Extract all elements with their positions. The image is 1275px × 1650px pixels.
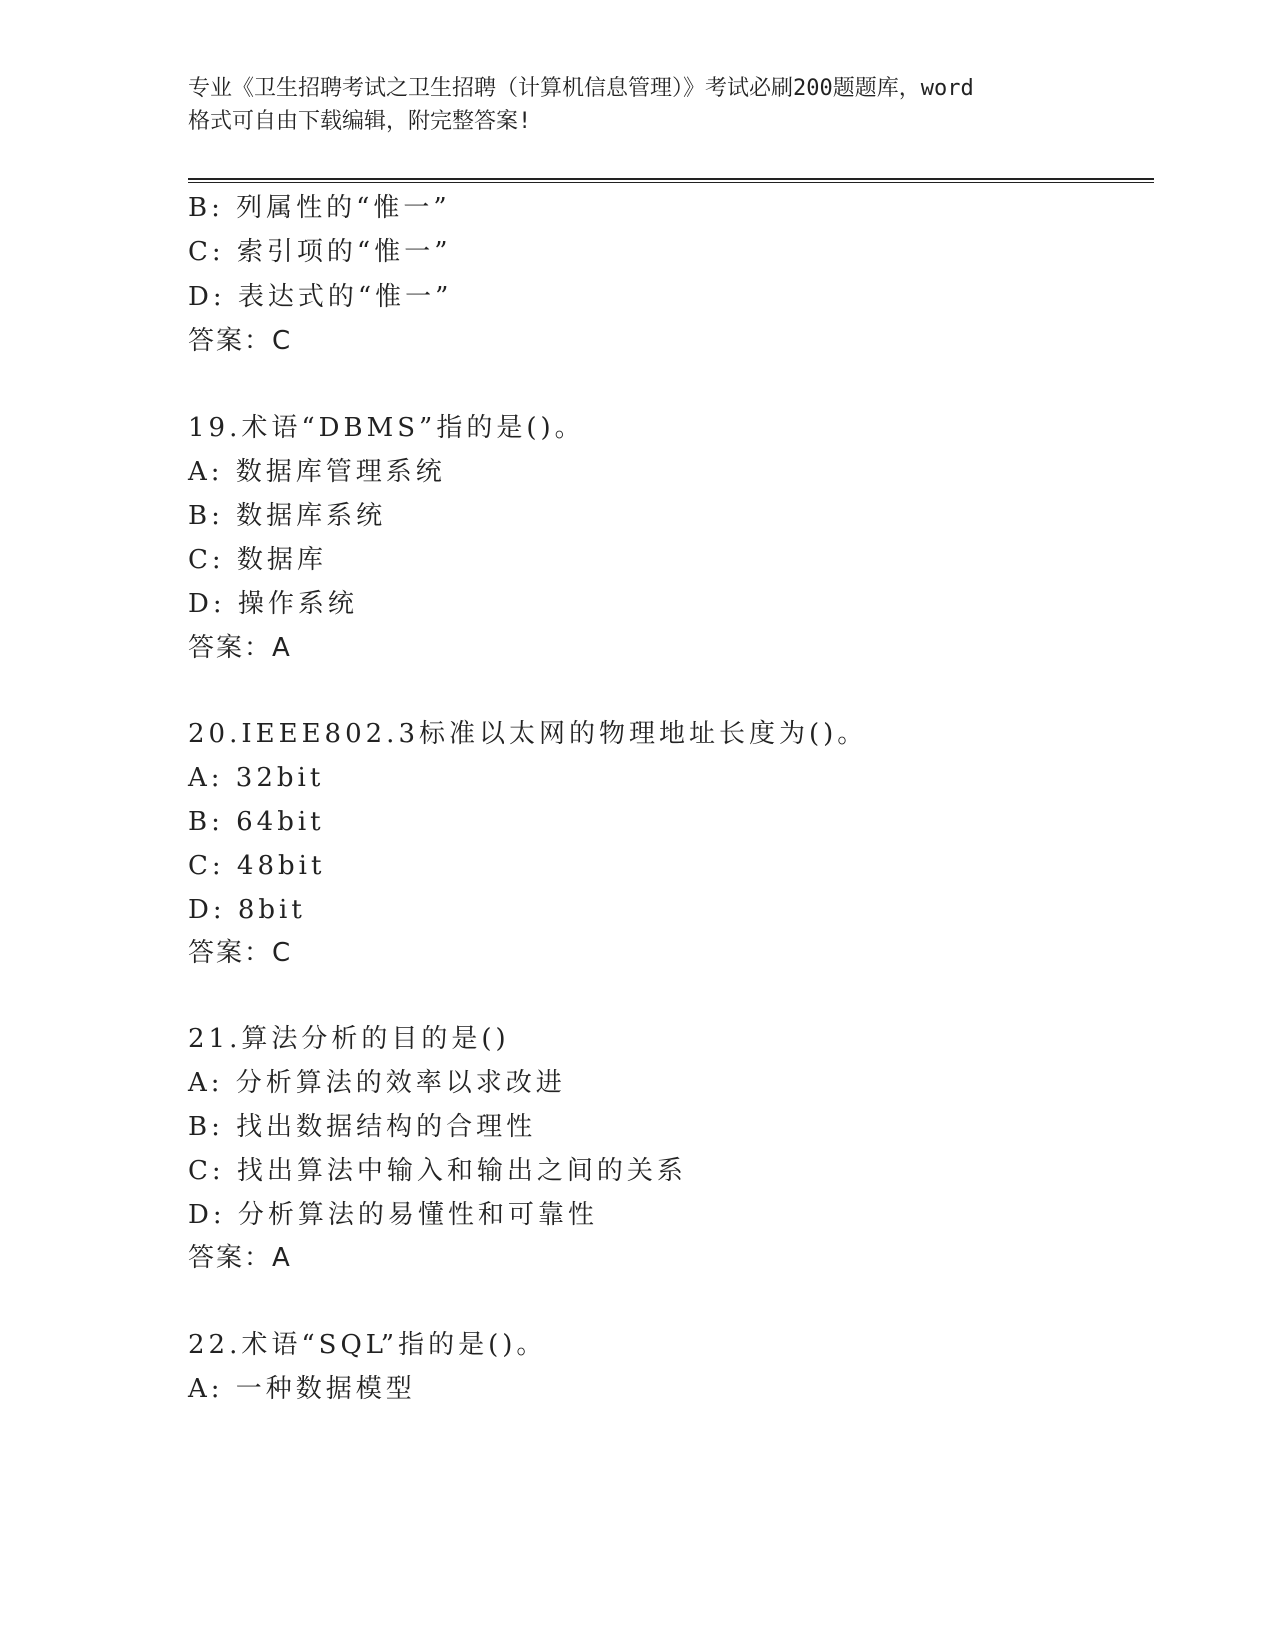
q18-option-c: C: 索引项的“惟一” xyxy=(188,237,452,267)
q21-option-c: C: 找出算法中输入和输出之间的关系 xyxy=(188,1156,687,1186)
q20-option-c: C: 48bit xyxy=(188,851,326,881)
q20-option-b: B: 64bit xyxy=(188,807,325,837)
q20-question: 20.IEEE802.3标准以太网的物理地址长度为()。 xyxy=(188,719,868,749)
q18-option-d: D: 表达式的“惟一” xyxy=(188,282,453,312)
q21-option-b: B: 找出数据结构的合理性 xyxy=(188,1112,537,1142)
q21-option-d: D: 分析算法的易懂性和可靠性 xyxy=(188,1200,598,1230)
q19-option-b: B: 数据库系统 xyxy=(188,501,387,531)
q21-question: 21.算法分析的目的是() xyxy=(188,1024,510,1054)
q21-option-a: A: 分析算法的效率以求改进 xyxy=(188,1068,566,1098)
q19-option-c: C: 数据库 xyxy=(188,545,327,575)
q19-option-d: D: 操作系统 xyxy=(188,589,358,619)
q18-answer: 答案：C xyxy=(188,326,293,356)
q19-answer: 答案：A xyxy=(188,633,292,663)
q19-option-a: A: 数据库管理系统 xyxy=(188,457,446,487)
q22-option-a: A: 一种数据模型 xyxy=(188,1374,416,1404)
q20-option-a: A: 32bit xyxy=(188,763,325,793)
header-divider xyxy=(188,178,1154,183)
q19-question: 19.术语“DBMS”指的是()。 xyxy=(188,413,585,443)
page-header xyxy=(188,72,1088,138)
q20-answer: 答案：C xyxy=(188,938,293,968)
header-text-line-2: 格式可自由下载编辑，附完整答案! xyxy=(188,109,532,134)
header-text-line-1: 专业《卫生招聘考试之卫生招聘（计算机信息管理）》考试必刷200题题库，word xyxy=(188,76,974,101)
q18-option-b: B: 列属性的“惟一” xyxy=(188,193,451,223)
q22-question: 22.术语“SQL”指的是()。 xyxy=(188,1330,547,1360)
q20-option-d: D: 8bit xyxy=(188,895,306,925)
q21-answer: 答案：A xyxy=(188,1243,292,1273)
